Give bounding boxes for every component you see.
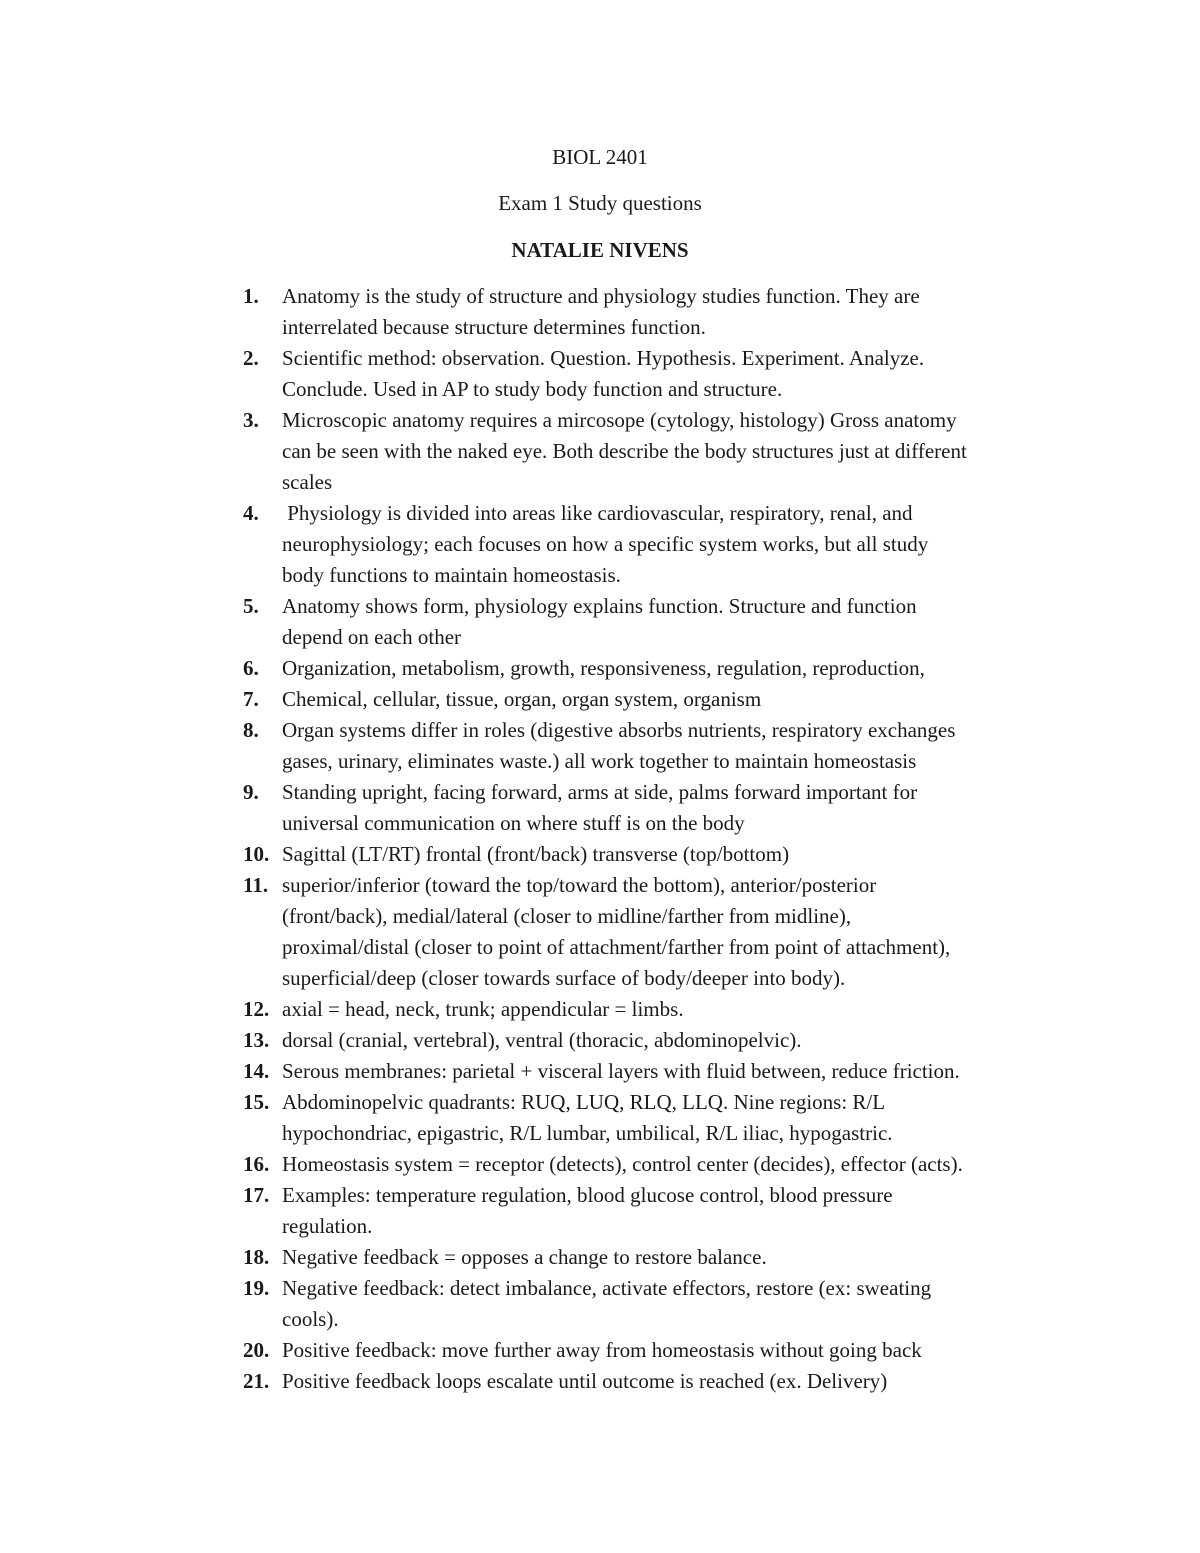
answer-line: Anatomy is the study of structure and physiology studies function. They are [282,284,920,308]
answer-line: regulation. [282,1214,373,1238]
answer-line: Homeostasis system = receptor (detects), control center (decides), effector (acts). [282,1152,963,1176]
answer-text [282,684,1063,715]
answer-line: Sagittal (LT/RT) frontal (front/back) transverse (top/bottom) [282,842,790,866]
answer-item [243,870,1063,994]
answer-line: Positive feedback loops escalate until outcome is reached (ex. Delivery) [282,1369,888,1393]
answer-item [243,715,1063,777]
answer-line: Positive feedback: move further away from homeostasis without going back [282,1338,922,1362]
answer-number: 17. [243,1183,270,1207]
answer-line: Conclude. Used in AP to study body function and structure. [282,377,783,401]
document-subtitle: Exam 1 Study questions [498,191,702,215]
answer-line: cools). [282,1307,339,1331]
answer-line: dorsal (cranial, vertebral), ventral (thoracic, abdominopelvic). [282,1028,802,1052]
answer-number: 8. [243,718,259,742]
answer-text [282,994,1063,1025]
answer-item [243,1056,1063,1087]
answer-item [243,1242,1063,1273]
answer-number: 2. [243,346,259,370]
answer-line: (front/back), medial/lateral (closer to midline/farther from midline), [282,904,852,928]
answer-number: 15. [243,1090,270,1114]
answer-item [243,1273,1063,1335]
answer-item [243,1087,1063,1149]
answer-item [243,1149,1063,1180]
answer-line: depend on each other [282,625,462,649]
student-name: NATALIE NIVENS [511,238,689,262]
answer-text [282,870,1063,994]
answer-text [282,498,1063,591]
answer-text [282,343,1063,405]
answer-item [243,653,1063,684]
answer-item [243,684,1063,715]
answer-line: Organ systems differ in roles (digestive absorbs nutrients, respiratory exchanges [282,718,956,742]
answer-number: 9. [243,780,259,804]
answer-text [282,1149,1063,1180]
answer-text [282,1087,1063,1149]
answer-text [282,1273,1063,1335]
answer-line: Anatomy shows form, physiology explains function. Structure and function [282,594,917,618]
answer-list [243,281,1063,1397]
answer-text [282,1025,1063,1056]
answer-number: 20. [243,1338,270,1362]
answer-number: 12. [243,997,270,1021]
answer-line: Negative feedback = opposes a change to restore balance. [282,1245,767,1269]
answer-item [243,1025,1063,1056]
answer-text [282,591,1063,653]
answer-text [282,405,1063,498]
answer-number: 3. [243,408,259,432]
answer-item [243,1180,1063,1242]
answer-number: 19. [243,1276,270,1300]
answer-line: Abdominopelvic quadrants: RUQ, LUQ, RLQ, LLQ. Nine regions: R/L [282,1090,886,1114]
answer-item [243,498,1063,591]
answer-line: Organization, metabolism, growth, responsiveness, regulation, reproduction, [282,656,925,680]
answer-line: interrelated because structure determines function. [282,315,706,339]
answer-text [282,281,1063,343]
answer-line: Scientific method: observation. Question. Hypothesis. Experiment. Analyze. [282,346,925,370]
answer-text [282,715,1063,777]
answer-line: Standing upright, facing forward, arms at side, palms forward important for [282,780,918,804]
answer-number: 14. [243,1059,270,1083]
answer-number: 7. [243,687,259,711]
answer-text [282,1242,1063,1273]
answer-line: Physiology is divided into areas like cardiovascular, respiratory, renal, and [282,501,913,525]
answer-number: 5. [243,594,259,618]
answer-number: 6. [243,656,259,680]
answer-number: 18. [243,1245,270,1269]
answer-item [243,1366,1063,1397]
answer-line: neurophysiology; each focuses on how a specific system works, but all study [282,532,929,556]
answer-item [243,405,1063,498]
answer-item [243,839,1063,870]
answer-text [282,1335,1063,1366]
answer-number: 11. [243,873,269,897]
answer-line: Negative feedback: detect imbalance, activate effectors, restore (ex: sweating [282,1276,932,1300]
answer-number: 1. [243,284,259,308]
answer-number: 13. [243,1028,270,1052]
answer-text [282,777,1063,839]
answer-item [243,343,1063,405]
answer-line: superficial/deep (closer towards surface of body/deeper into body). [282,966,846,990]
course-code: BIOL 2401 [552,145,648,169]
answer-line: body functions to maintain homeostasis. [282,563,621,587]
answer-line: axial = head, neck, trunk; appendicular = limbs. [282,997,684,1021]
answer-line: Serous membranes: parietal + visceral layers with fluid between, reduce friction. [282,1059,960,1083]
answer-text [282,653,1063,684]
answer-line: can be seen with the naked eye. Both describe the body structures just at different [282,439,967,463]
answer-text [282,1366,1063,1397]
answer-number: 10. [243,842,270,866]
answer-text [282,839,1063,870]
answer-line: superior/inferior (toward the top/toward the bottom), anterior/posterior [282,873,877,897]
answer-number: 16. [243,1152,270,1176]
answer-item [243,591,1063,653]
answer-line: universal communication on where stuff is on the body [282,811,745,835]
answer-line: Chemical, cellular, tissue, organ, organ system, organism [282,687,762,711]
answer-number: 4. [243,501,259,525]
answer-item [243,1335,1063,1366]
answer-text [282,1056,1063,1087]
answer-line: Microscopic anatomy requires a mircosope (cytology, histology) Gross anatomy [282,408,957,432]
answer-line: scales [282,470,333,494]
answer-line: gases, urinary, eliminates waste.) all work together to maintain homeostasis [282,749,917,773]
answer-number: 21. [243,1369,270,1393]
answer-line: proximal/distal (closer to point of attachment/farther from point of attachment), [282,935,951,959]
answer-item [243,777,1063,839]
answer-text [282,1180,1063,1242]
answer-line: hypochondriac, epigastric, R/L lumbar, umbilical, R/L iliac, hypogastric. [282,1121,893,1145]
answer-item [243,994,1063,1025]
answer-item [243,281,1063,343]
answer-line: Examples: temperature regulation, blood glucose control, blood pressure [282,1183,893,1207]
